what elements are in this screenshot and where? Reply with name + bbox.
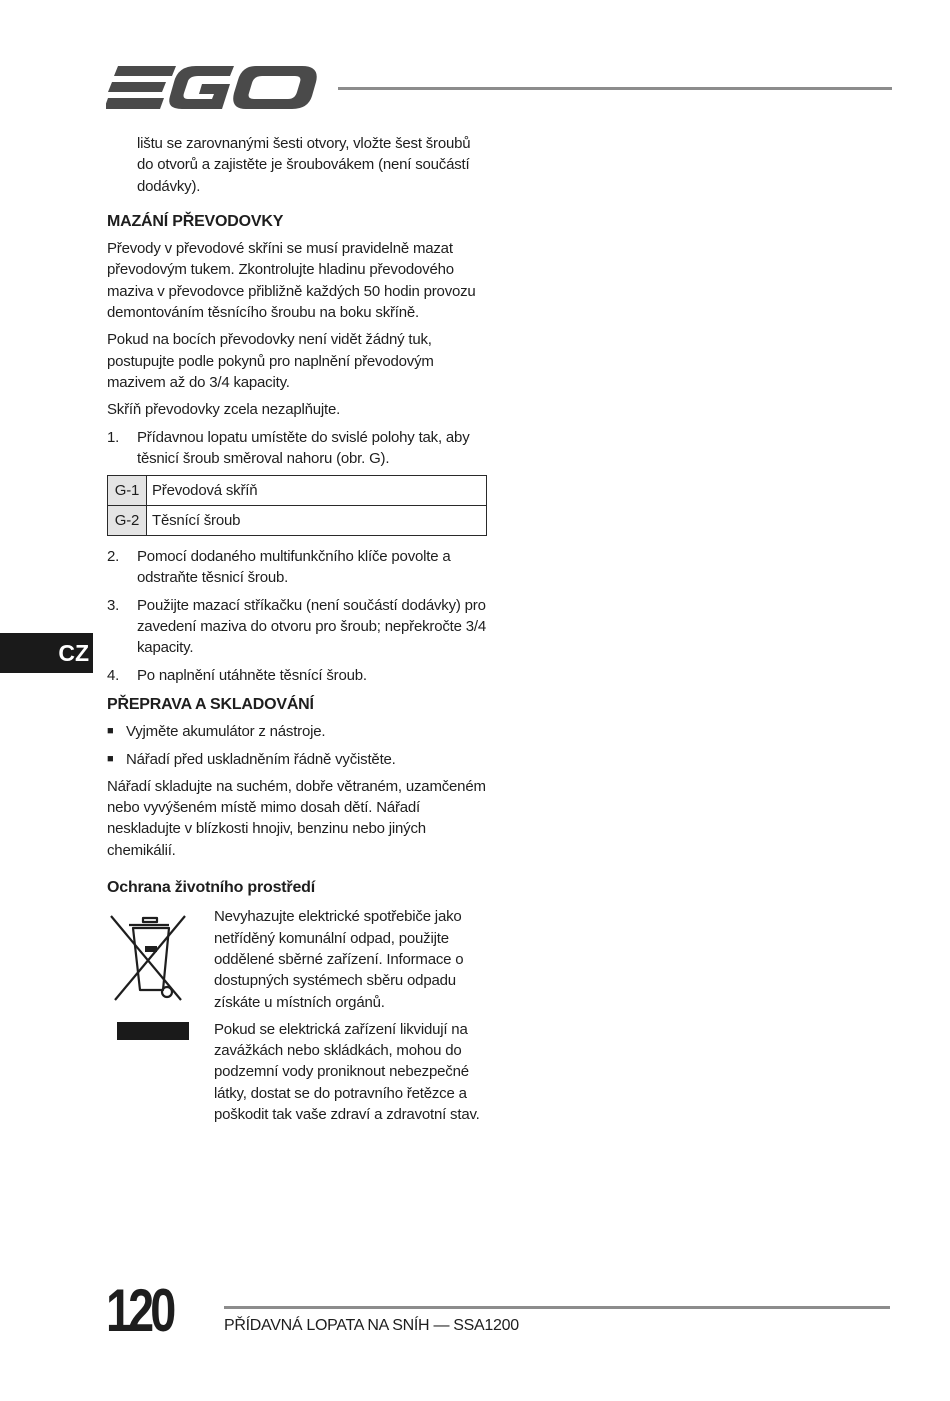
step-text: Použijte mazací stříkačku (není součástí dodávky) pro zavedení maziva do otvoru pro šroub; nepřekročte 3/4 kapacity. (137, 596, 486, 657)
footer-title: PŘÍDAVNÁ LOPATA NA SNÍH — SSA1200 (224, 1317, 519, 1334)
environment-block (107, 906, 487, 1131)
language-tab: CZ (0, 633, 93, 673)
table-row (108, 476, 487, 506)
bullet-icon: ■ (107, 752, 114, 765)
step-text: Po naplnění utáhněte těsnící šroub. (137, 666, 367, 684)
lube-paragraph-1: Převody v převodové skříni se musí pravidelně mazat převodovým tukem. Zkontrolujte hladinu převodového maziva v převodovce přibližně každých 50 hodin provozu demontováním těsnícího šroubu na boku skříně. (107, 240, 476, 322)
page-number: 120 (106, 1277, 173, 1344)
part-label: Těsnící šroub (147, 506, 487, 536)
part-label: Převodová skříň (147, 476, 487, 506)
parts-table (107, 475, 487, 536)
weee-date-bar (117, 1022, 189, 1040)
step-number: 3. (107, 596, 120, 614)
lube-steps-part-1 (107, 427, 487, 470)
storage-paragraph: Nářadí skladujte na suchém, dobře větraném, uzamčeném nebo vyvýšeném místě mimo dosah dětí. Nářadí neskladujte v blízkosti hnojiv, benzinu nebo jiných chemikálií. (107, 777, 486, 859)
step-number: 2. (107, 548, 120, 566)
list-item (107, 749, 487, 770)
lube-steps-part-2 (107, 546, 487, 686)
continued-paragraph: lištu se zarovnanými šesti otvory, vložte šest šroubů do otvorů a zajistěte je šroubovákem (není součástí dodávky). (137, 135, 471, 195)
part-code: G-2 (108, 506, 147, 536)
bullet-text: Nářadí před uskladněním řádně vyčistěte. (126, 750, 396, 768)
storage-bullets (107, 721, 487, 770)
environment-paragraph-2: Pokud se elektrická zařízení likvidují na zavážkách nebo skládkách, mohou do podzemní vody proniknout nebezpečné látky, dostat se do potravního řetězce a poškodit tak vaše zdraví a zdravotní stav. (214, 1020, 480, 1123)
weee-symbol (107, 906, 214, 1131)
part-code: G-1 (108, 476, 147, 506)
table-row (108, 506, 487, 536)
environment-text (214, 906, 487, 1131)
step-number: 4. (107, 666, 120, 684)
section-heading-lubrication: MAZÁNÍ PŘEVODOVKY (107, 212, 284, 230)
list-item (107, 427, 487, 470)
crossed-out-wheelie-bin-icon (107, 908, 189, 1004)
list-item (107, 595, 487, 659)
footer-rule (224, 1306, 890, 1309)
bullet-icon: ■ (107, 725, 114, 738)
step-number: 1. (107, 428, 120, 446)
ego-logo (106, 60, 320, 114)
lube-paragraph-2: Pokud na bocích převodovky není vidět žádný tuk, postupujte podle pokynů pro naplnění převodovým mazivem až do 3/4 kapacity. (107, 331, 434, 391)
lube-paragraph-3: Skříň převodovky zcela nezaplňujte. (107, 401, 341, 419)
environment-paragraph-1: Nevyhazujte elektrické spotřebiče jako netříděný komunální odpad, použijte oddělené sběrné zařízení. Informace o dostupných systémech sběru odpadu získáte u místních orgánů. (214, 908, 464, 1011)
section-heading-environment: Ochrana životního prostředí (107, 879, 315, 897)
header-rule (338, 87, 892, 90)
list-item (107, 721, 487, 742)
step-text: Pomocí dodaného multifunkčního klíče povolte a odstraňte těsnicí šroub. (137, 548, 451, 587)
list-item (107, 665, 487, 686)
main-content (107, 133, 487, 1131)
section-heading-storage: PŘEPRAVA A SKLADOVÁNÍ (107, 695, 314, 713)
step-text: Přídavnou lopatu umístěte do svislé polohy tak, aby těsnicí šroub směroval nahoru (obr. G). (137, 428, 470, 467)
bullet-text: Vyjměte akumulátor z nástroje. (126, 723, 326, 741)
list-item (107, 546, 487, 589)
